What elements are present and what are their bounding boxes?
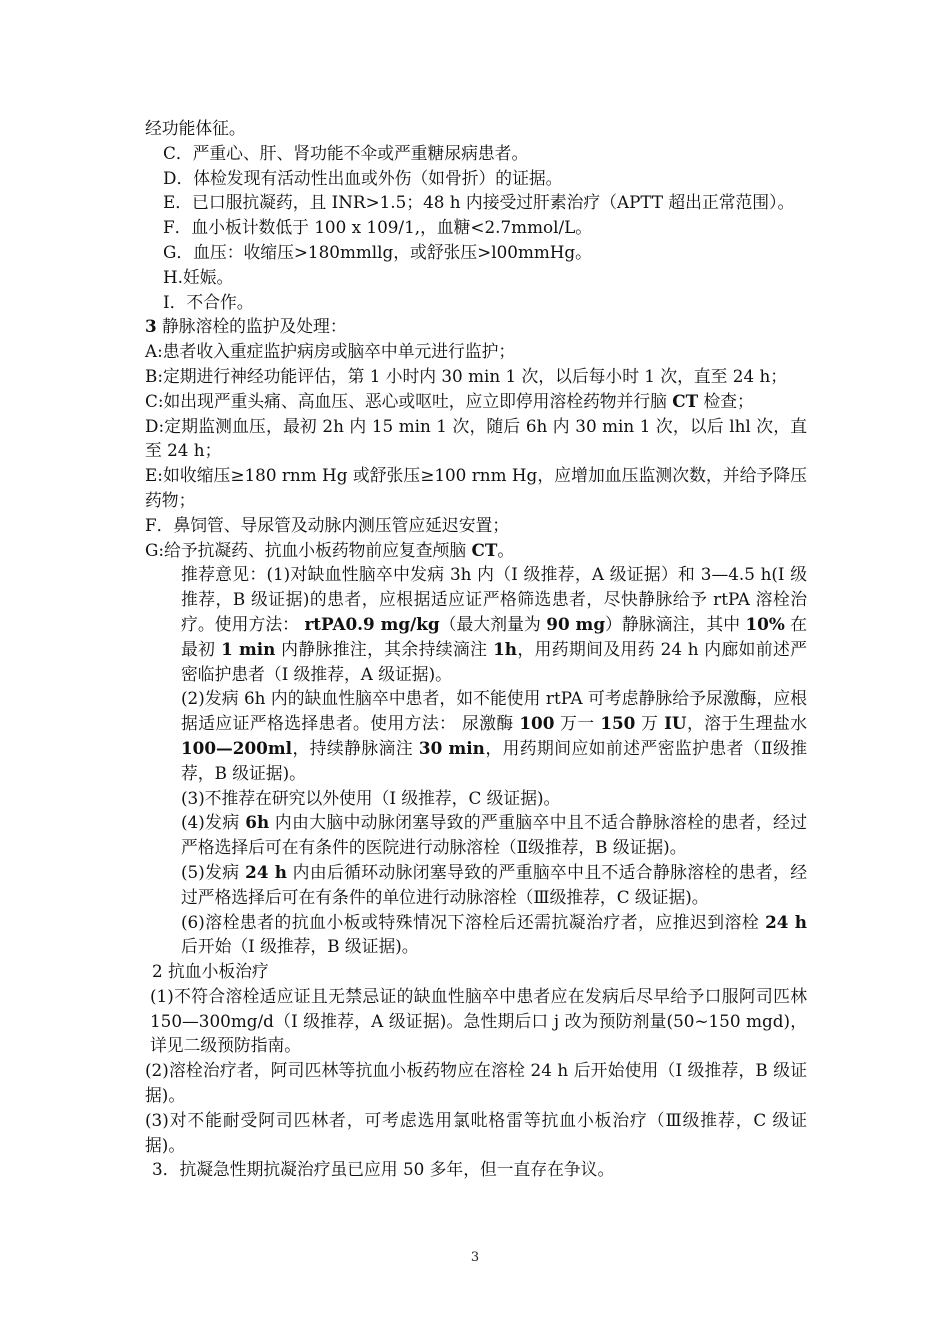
text-run: A:患者收入重症监护病房或脑卒中单元进行监护；: [145, 341, 516, 362]
document-body: [145, 116, 807, 1182]
paragraph: [145, 364, 807, 389]
bold-text-run: 24 h: [245, 861, 287, 882]
bold-text-run: 6h: [245, 812, 270, 833]
text-run: B:定期进行神经功能评估，第 1 小时内 30 min 1 次，以后每小时 1 次，直至 24 h；: [145, 365, 788, 386]
text-run: 检查；: [698, 390, 754, 411]
bold-text-run: 30 min: [418, 737, 485, 758]
paragraph: [145, 786, 807, 811]
text-run: D:定期监测血压，最初 2h 内 15 min 1 次，随后 6h 内 30 min 1 次，以后 lhl 次，直至 24 h；: [145, 415, 807, 461]
bold-text-run: 1 min: [221, 638, 276, 659]
bold-text-run: 3: [145, 316, 157, 337]
text-run: G．血压：收缩压>180mmllg，或舒张压>l00mmHg。: [163, 241, 592, 262]
paragraph: [145, 984, 807, 1058]
paragraph: [145, 910, 807, 960]
bold-text-run: CT: [471, 539, 498, 560]
paragraph: [145, 141, 807, 166]
bold-text-run: CT: [672, 390, 699, 411]
text-run: 万: [635, 713, 665, 734]
paragraph: [145, 265, 807, 290]
bold-text-run: 100—200ml: [181, 737, 292, 758]
paragraph: [145, 414, 807, 464]
text-run: F．血小板计数低于 100 x 109/1,，血糖<2.7mmol/L。: [163, 217, 593, 238]
paragraph: [145, 959, 807, 984]
text-run: ，溶于生理盐水: [686, 713, 807, 734]
text-run: ，用药期间及用药 24 h 内廊如前述严密临护患者（I 级推荐，A 级证据)。: [181, 638, 808, 684]
text-run: 推荐意见：(1)对缺血性脑卒中发病 3h 内（I 级推荐，A 级证据）和 3—4.5 h(I 级推荐，B 级证据)的患者，应根据适应证严格筛选患者，尽快静脉给予 rtPA 溶栓治疗。使用方法：: [181, 564, 807, 634]
text-run: (2)发病 6h 内的缺血性脑卒中患者，如不能使用 rtPA 可考虑静脉给予尿激酶，应根据适应证严格选择患者。使用方法： 尿激酶: [181, 688, 807, 734]
text-run: 经功能体征。: [145, 118, 246, 138]
paragraph: [145, 686, 807, 785]
paragraph: [145, 513, 807, 538]
text-run: (3)对不能耐受阿司匹林者，可考虑选用氯吡格雷等抗血小板治疗（Ⅲ级推荐，C 级证据)。: [145, 1109, 807, 1155]
text-run: (4)发病: [181, 812, 246, 833]
paragraph: [145, 1058, 807, 1108]
text-run: ，持续静脉滴注: [291, 737, 419, 758]
paragraph: [145, 810, 807, 860]
text-run: ）静脉滴注，其中: [605, 613, 746, 634]
text-run: G:给予抗凝药、抗血小板药物前应复查颅脑: [145, 539, 472, 560]
text-run: (3)不推荐在研究以外使用（I 级推荐，C 级证据)。: [181, 787, 561, 808]
paragraph: [145, 240, 807, 265]
text-run: 内由大脑中动脉闭塞导致的严重脑卒中且不适合静脉溶栓的患者，经过严格选择后可在有条件的医院进行动脉溶栓（Ⅱ级推荐，B 级证据)。: [181, 812, 808, 858]
text-run: 内静脉推注，其余持续滴注: [275, 638, 494, 659]
text-run: (6)溶栓患者的抗血小板或特殊情况下溶栓后还需抗凝治疗者，应推迟到溶栓: [181, 911, 766, 932]
paragraph: [145, 463, 807, 513]
text-run: 内由后循环动脉闭塞导致的严重脑卒中且不适合静脉溶栓的患者，经过严格选择后可在有条件的单位进行动脉溶栓（Ⅲ级推荐，C 级证据)。: [181, 861, 807, 907]
text-run: C:如出现严重头痛、高血压、恶心或呕吐，应立即停用溶栓药物并行脑: [145, 390, 673, 411]
text-run: 静脉溶栓的监护及处理：: [156, 316, 347, 337]
text-run: 2 抗血小板治疗: [152, 961, 269, 982]
paragraph: [145, 1157, 807, 1182]
text-run: I．不合作。: [163, 291, 254, 312]
text-run: F．鼻饲管、导尿管及动脉内测压管应延迟安置；: [145, 514, 510, 535]
paragraph: [145, 389, 807, 414]
text-run: ，用药期间应如前述严密监护患者（Ⅱ级推荐，B 级证据)。: [181, 737, 807, 783]
bold-text-run: 100: [519, 713, 555, 734]
bold-text-run: IU: [664, 713, 687, 734]
text-run: 3．抗凝急性期抗凝治疗虽已应用 50 多年，但一直存在争议。: [152, 1159, 615, 1180]
bold-text-run: 1h: [493, 638, 518, 659]
paragraph: [145, 166, 807, 191]
text-run: D．体检发现有活动性出血或外伤（如骨折）的证据。: [163, 167, 563, 188]
paragraph: [145, 215, 807, 240]
paragraph: [145, 116, 807, 141]
text-run: H.妊娠。: [163, 266, 234, 287]
bold-text-run: 150: [600, 713, 636, 734]
text-run: 。: [497, 539, 515, 560]
text-run: 后开始（I 级推荐，B 级证据)。: [181, 936, 419, 957]
bold-text-run: 24 h: [765, 911, 808, 932]
text-run: (1)不符合溶栓适应证且无禁忌证的缺血性脑卒中患者应在发病后尽早给予口服阿司匹林 150—300mg/d（I 级推荐，A 级证据)。急性期后口 j 改为预防剂量(50~150 mgd)，详见二级预防指南。: [150, 985, 807, 1056]
text-run: (2)溶栓治疗者，阿司匹林等抗血小板药物应在溶栓 24 h 后开始使用（I 级推荐，B 级证据)。: [145, 1060, 807, 1106]
text-run: 在最初: [181, 613, 807, 659]
paragraph: [145, 314, 807, 339]
bold-text-run: 10%: [745, 613, 785, 634]
bold-text-run: 90 mg: [546, 613, 606, 634]
paragraph: [145, 538, 807, 563]
paragraph: [145, 562, 807, 686]
text-run: E．已口服抗凝药，且 INR>1.5；48 h 内接受过肝素治疗（APTT 超出正常范围）。: [163, 192, 795, 213]
bold-text-run: rtPA0.9 mg/kg: [304, 613, 440, 634]
text-run: (5)发病: [181, 861, 246, 882]
paragraph: [145, 339, 807, 364]
text-run: E:如收缩压≥180 rnm Hg 或舒张压≥100 rnm Hg，应增加血压监测次数，并给予降压药物；: [145, 465, 807, 510]
paragraph: [145, 190, 807, 215]
text-run: C．严重心、肝、肾功能不伞或严重糖尿病患者。: [163, 142, 529, 163]
text-run: 万一: [554, 713, 601, 734]
paragraph: [145, 290, 807, 315]
page-number: 3: [470, 1250, 480, 1265]
text-run: （最大剂量为: [439, 613, 547, 634]
paragraph: [145, 860, 807, 910]
paragraph: [145, 1108, 807, 1158]
